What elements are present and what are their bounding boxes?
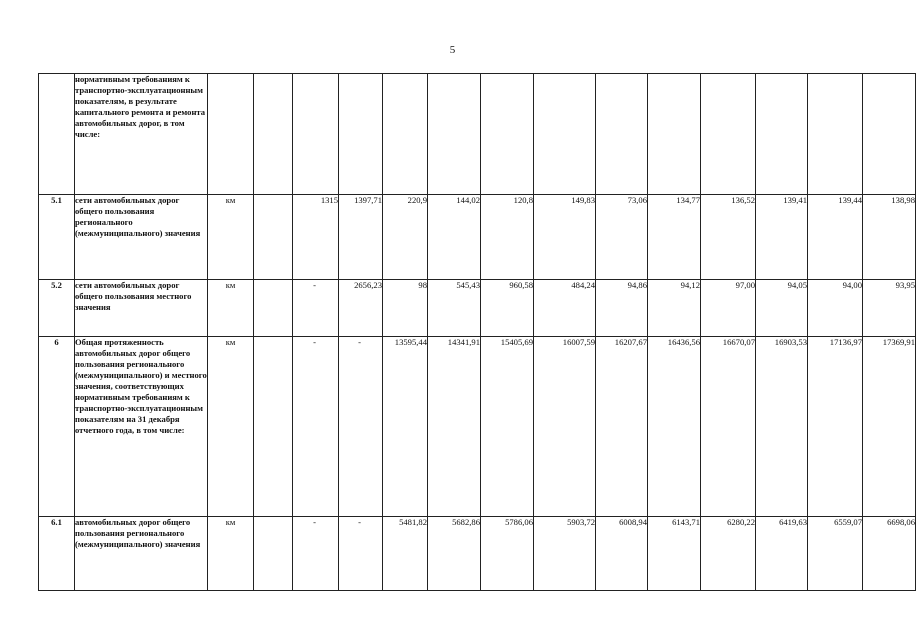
value-cell: 6280,22 [701,517,756,591]
value-cell: 16670,07 [701,337,756,517]
value-cell [648,74,701,195]
value-cell [383,74,428,195]
value-cell: - [339,517,383,591]
value-cell: - [293,337,339,517]
value-cell [863,74,916,195]
value-cell: 16903,53 [756,337,808,517]
value-cell: 97,00 [701,280,756,337]
table-row [39,195,916,280]
value-cell: 120,8 [481,195,534,280]
value-cell [428,74,481,195]
value-cell: 15405,69 [481,337,534,517]
value-cell [756,74,808,195]
value-cell: 94,86 [596,280,648,337]
value-cell: 5481,82 [383,517,428,591]
page-number: 5 [449,44,456,56]
value-cell: 13595,44 [383,337,428,517]
value-cell: 1397,71 [339,195,383,280]
value-cell: 134,77 [648,195,701,280]
value-cell [339,74,383,195]
value-cell [808,74,863,195]
value-cell [701,74,756,195]
value-cell: 6698,06 [863,517,916,591]
value-cell: 136,52 [701,195,756,280]
value-cell: 94,00 [808,280,863,337]
value-cell: 73,06 [596,195,648,280]
empty-cell [254,517,293,591]
row-number-cell: 6.1 [39,517,75,591]
value-cell: 6143,71 [648,517,701,591]
empty-cell [254,280,293,337]
value-cell [481,74,534,195]
value-cell: 5682,86 [428,517,481,591]
table-row [39,337,916,517]
table-row [39,517,916,591]
row-number-cell [39,74,75,195]
value-cell: 220,9 [383,195,428,280]
value-cell: 17136,97 [808,337,863,517]
value-cell: - [339,337,383,517]
value-cell: 94,12 [648,280,701,337]
value-cell: 960,58 [481,280,534,337]
value-cell: 16007,59 [534,337,596,517]
value-cell: 6008,94 [596,517,648,591]
value-cell: 16436,56 [648,337,701,517]
value-cell: 94,05 [756,280,808,337]
row-number-cell: 6 [39,337,75,517]
unit-cell: км [208,337,254,517]
value-cell: 17369,91 [863,337,916,517]
row-number-cell: 5.1 [39,195,75,280]
value-cell: - [293,517,339,591]
value-cell: 139,41 [756,195,808,280]
value-cell: 2656,23 [339,280,383,337]
unit-cell [208,74,254,195]
indicators-table [38,73,916,591]
value-cell: 139,44 [808,195,863,280]
value-cell: 5903,72 [534,517,596,591]
unit-cell: км [208,195,254,280]
value-cell: - [293,280,339,337]
value-cell: 484,24 [534,280,596,337]
indicator-description-cell: сети автомобильных дорог общего пользования регионального (межмуниципального) значения [75,195,208,280]
value-cell: 144,02 [428,195,481,280]
unit-cell: км [208,280,254,337]
indicator-description-cell: сети автомобильных дорог общего пользования местного значения [75,280,208,337]
value-cell: 98 [383,280,428,337]
value-cell: 14341,91 [428,337,481,517]
value-cell [534,74,596,195]
table-row [39,74,916,195]
value-cell: 545,43 [428,280,481,337]
indicator-description-cell: Общая протяженность автомобильных дорог общего пользования регионального (межмуниципального) и местного значения, соответствующих нормативным требованиям к транспортно-эксплуатационным показателям на 31 декабря отчетного года, в том числе: [75,337,208,517]
value-cell: 93,95 [863,280,916,337]
unit-cell: км [208,517,254,591]
value-cell: 6559,07 [808,517,863,591]
value-cell: 1315 [293,195,339,280]
table-row [39,280,916,337]
empty-cell [254,337,293,517]
value-cell: 149,83 [534,195,596,280]
empty-cell [254,195,293,280]
indicator-description-cell: нормативным требованиям к транспортно-эксплуатационным показателям, в результате капитального ремонта и ремонта автомобильных дорог, в том числе: [75,74,208,195]
indicator-description-cell: автомобильных дорог общего пользования регионального (межмуниципального) значения [75,517,208,591]
row-number-cell: 5.2 [39,280,75,337]
value-cell [596,74,648,195]
value-cell: 16207,67 [596,337,648,517]
value-cell: 6419,63 [756,517,808,591]
value-cell: 5786,06 [481,517,534,591]
empty-cell [254,74,293,195]
value-cell: 138,98 [863,195,916,280]
value-cell [293,74,339,195]
